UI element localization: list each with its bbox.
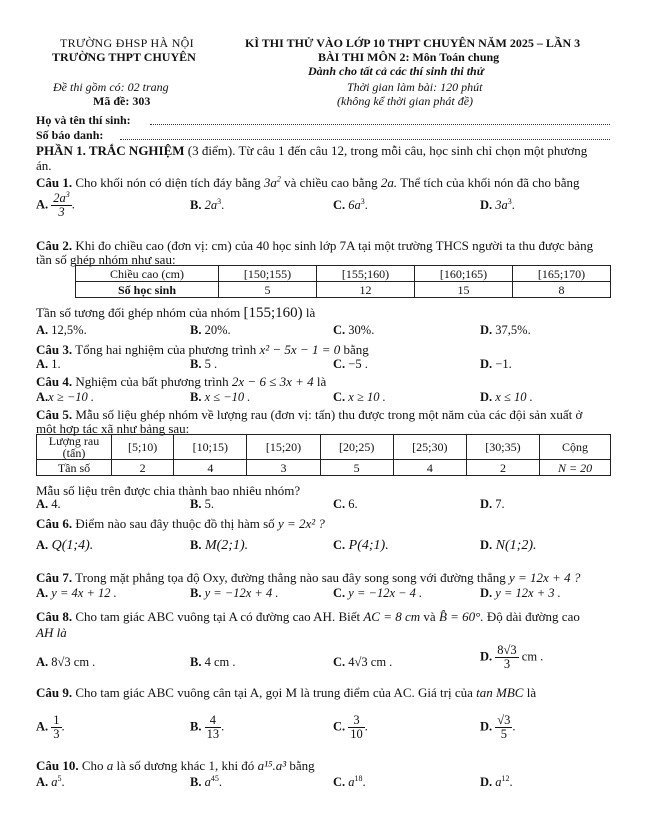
q10-option-d: D. $a^{12}$. bbox=[480, 773, 513, 789]
q8-text-cont: AH là bbox=[36, 625, 67, 640]
table-cell: 15 bbox=[415, 282, 513, 298]
table-cell: [165;170) bbox=[513, 266, 611, 282]
q9-option-c: C. $\frac{3}{10}$ . bbox=[333, 713, 368, 741]
q2-text: Khi đo chiều cao (đơn vị: cm) của 40 học sinh lớp 7A tại một trường THCS người ta thu được bảng bbox=[75, 238, 594, 253]
q1-option-d: D. $3a^3$. bbox=[480, 196, 515, 212]
q7-option-a: A. y = 4x + 12 . bbox=[36, 586, 117, 600]
question-3: Câu 3. Tổng hai nghiệm của phương trình x² − 5x − 1 = 0 bằng bbox=[36, 342, 369, 357]
q6-option-d: D. N(1;2). bbox=[480, 538, 537, 553]
part1-heading bbox=[36, 143, 587, 159]
q10-option-a: A. $a^5$. bbox=[36, 773, 65, 789]
q1-option-c: C. $6a^3$. bbox=[333, 196, 368, 212]
q2-text-cont: tần số ghép nhóm như sau: bbox=[36, 252, 176, 267]
school-name-line2: TRƯỜNG THPT CHUYÊN bbox=[52, 50, 196, 64]
question-10: Câu 10. Cho a là số dương khác 1, khi đó a¹⁵.a³ bằng bbox=[36, 758, 315, 773]
q5-text-cont: một hợp tác xã như bảng sau: bbox=[36, 421, 190, 436]
q2-option-b: B. 20%. bbox=[190, 323, 231, 337]
candidate-name-label: Họ và tên thí sinh: bbox=[36, 113, 131, 127]
table-cell: Cộng bbox=[540, 435, 611, 460]
candidate-name-line bbox=[150, 124, 610, 125]
q2-option-a: A. 12,5%. bbox=[36, 323, 87, 337]
school-name-line1: TRƯỜNG ĐHSP HÀ NỘI bbox=[60, 36, 194, 50]
q3-option-c: C. −5 . bbox=[333, 357, 368, 371]
table-cell: Lượng rau (tấn) bbox=[37, 435, 112, 460]
part1-title: PHẦN 1. TRẮC NGHIỆM bbox=[36, 143, 185, 158]
q1-text-b: và chiều cao bằng bbox=[284, 175, 378, 190]
question-4: Câu 4. Nghiệm của bất phương trình 2x − 6 ≤ 3x + 4 là bbox=[36, 374, 327, 389]
table-cell: [30;35) bbox=[466, 435, 539, 460]
table-cell: Chiều cao (cm) bbox=[76, 266, 219, 282]
q2-option-c: C. 30%. bbox=[333, 323, 375, 337]
page-count: Đề thi gồm có: 02 trang bbox=[53, 80, 169, 94]
q8-option-c: C. 4√3 cm . bbox=[333, 655, 393, 669]
table-cell: 4 bbox=[174, 460, 247, 476]
table-cell: [25;30) bbox=[393, 435, 466, 460]
q3-option-b: B. 5 . bbox=[190, 357, 218, 371]
q6-option-c: C. P(4;1). bbox=[333, 538, 389, 553]
table-cell: Số học sinh bbox=[76, 282, 219, 298]
table-cell: 8 bbox=[513, 282, 611, 298]
table-cell: 3 bbox=[247, 460, 320, 476]
q5-option-d: D. 7. bbox=[480, 497, 505, 511]
q4-option-d: D. x ≤ 10 . bbox=[480, 390, 533, 404]
table-cell: [150;155) bbox=[219, 266, 317, 282]
q1-label: Câu 1. bbox=[36, 175, 73, 190]
question-6: Câu 6. Điểm nào sau đây thuộc đồ thị hàm số y = 2x² ? bbox=[36, 516, 325, 531]
q5-option-b: B. 5. bbox=[190, 497, 214, 511]
q8-option-a: A. 8√3 cm . bbox=[36, 655, 96, 669]
q6-option-a: A. Q(1;4). bbox=[36, 538, 94, 553]
q6-option-b: B. M(2;1). bbox=[190, 538, 249, 553]
question-5: Câu 5. Mẫu số liệu ghép nhóm về lượng rau (đơn vị: tấn) thu được trong một năm của các đội sản xuất ở bbox=[36, 407, 583, 422]
q3-option-a: A. 1. bbox=[36, 357, 61, 371]
q7-option-d: D. y = 12x + 3 . bbox=[480, 586, 561, 600]
part1-instructions: (3 điểm). Từ câu 1 đến câu 12, trong mỗi câu, học sinh chỉ chọn một phương bbox=[187, 143, 588, 158]
q9-option-a: A. $\frac{1}{3}$ . bbox=[36, 713, 65, 741]
exam-title: KÌ THI THỬ VÀO LỚP 10 THPT CHUYÊN NĂM 2025 – LẦN 3 bbox=[245, 36, 581, 50]
table-cell: [10;15) bbox=[174, 435, 247, 460]
part1-instructions-cont: án. bbox=[36, 158, 52, 173]
question-7: Câu 7. Trong mặt phẳng tọa độ Oxy, đường thẳng nào sau đây song song với đường thẳng y = 12x + 4 ? bbox=[36, 570, 581, 585]
table-cell: Tần số bbox=[37, 460, 112, 476]
q1-base-area: $3a^2$ bbox=[263, 174, 281, 190]
q4-option-a: A.x ≥ −10 . bbox=[36, 390, 94, 404]
table-cell: [5;10) bbox=[112, 435, 174, 460]
q4-option-b: B. x ≤ −10 . bbox=[190, 390, 251, 404]
question-8: Câu 8. Cho tam giác ABC vuông tại A có đường cao AH. Biết AC = 8 cm và B̂ = 60°. Độ dài đường cao bbox=[36, 609, 580, 624]
q1-text-c: Thể tích của khối nón đã cho bằng bbox=[400, 175, 580, 190]
q8-option-b: B. 4 cm . bbox=[190, 655, 236, 669]
candidate-number-label: Số báo danh: bbox=[36, 128, 104, 142]
question-9: Câu 9. Cho tam giác ABC vuông cân tại A, gọi M là trung điểm của AC. Giá trị của tan MBC là bbox=[36, 685, 537, 700]
candidate-number-line bbox=[120, 139, 610, 140]
table-cell: [20;25) bbox=[320, 435, 393, 460]
q7-option-b: B. y = −12x + 4 . bbox=[190, 586, 279, 600]
duration-note: (không kể thời gian phát đề) bbox=[337, 94, 474, 108]
q5-option-c: C. 6. bbox=[333, 497, 358, 511]
table-cell: 5 bbox=[320, 460, 393, 476]
q4-option-c: C. x ≥ 10 . bbox=[333, 390, 386, 404]
exam-audience: Dành cho tất cả các thí sinh thi thử bbox=[308, 64, 484, 78]
table-cell: 2 bbox=[112, 460, 174, 476]
table-cell: N = 20 bbox=[540, 460, 611, 476]
q3-option-d: D. −1. bbox=[480, 357, 512, 371]
q2-label: Câu 2. bbox=[36, 238, 73, 253]
table-cell: [160;165) bbox=[415, 266, 513, 282]
q1-height: 2a. bbox=[380, 175, 398, 190]
table-cell: [155;160) bbox=[317, 266, 415, 282]
table-cell: 5 bbox=[219, 282, 317, 298]
q10-option-b: B. $a^{45}$. bbox=[190, 773, 222, 789]
q1-text: Cho khối nón có diện tích đáy bằng bbox=[75, 175, 261, 190]
table-cell: 4 bbox=[393, 460, 466, 476]
q2-option-d: D. 37,5%. bbox=[480, 323, 531, 337]
exam-subject: BÀI THI MÔN 2: Môn Toán chung bbox=[318, 50, 500, 64]
q1-option-b: B. $2a^3$. bbox=[190, 196, 225, 212]
q10-option-c: C. $a^{18}$. bbox=[333, 773, 366, 789]
q2-frequency-table bbox=[75, 265, 611, 298]
table-cell: [15;20) bbox=[247, 435, 320, 460]
q1-option-a: A. $\frac{2a^3}{3}$ . bbox=[36, 189, 75, 219]
exam-duration: Thời gian làm bài: 120 phút bbox=[347, 80, 483, 94]
q9-option-d: D. $\frac{√3}{5}$ . bbox=[480, 713, 516, 741]
question-1 bbox=[36, 175, 580, 191]
q5-question: Mẫu số liệu trên được chia thành bao nhiêu nhóm? bbox=[36, 483, 301, 498]
table-cell: 2 bbox=[466, 460, 539, 476]
table-cell: 12 bbox=[317, 282, 415, 298]
q7-option-c: C. y = −12x − 4 . bbox=[333, 586, 423, 600]
q5-option-a: A. 4. bbox=[36, 497, 61, 511]
q8-option-d: D. $\frac{8√3}{3}$ cm . bbox=[480, 643, 544, 671]
q2-question: Tần số tương đối ghép nhóm của nhóm [155;160) là bbox=[36, 305, 316, 321]
q9-option-b: B. $\frac{4}{13}$ . bbox=[190, 713, 225, 741]
q5-frequency-table bbox=[36, 434, 611, 476]
exam-code: Mã đề: 303 bbox=[93, 94, 151, 108]
